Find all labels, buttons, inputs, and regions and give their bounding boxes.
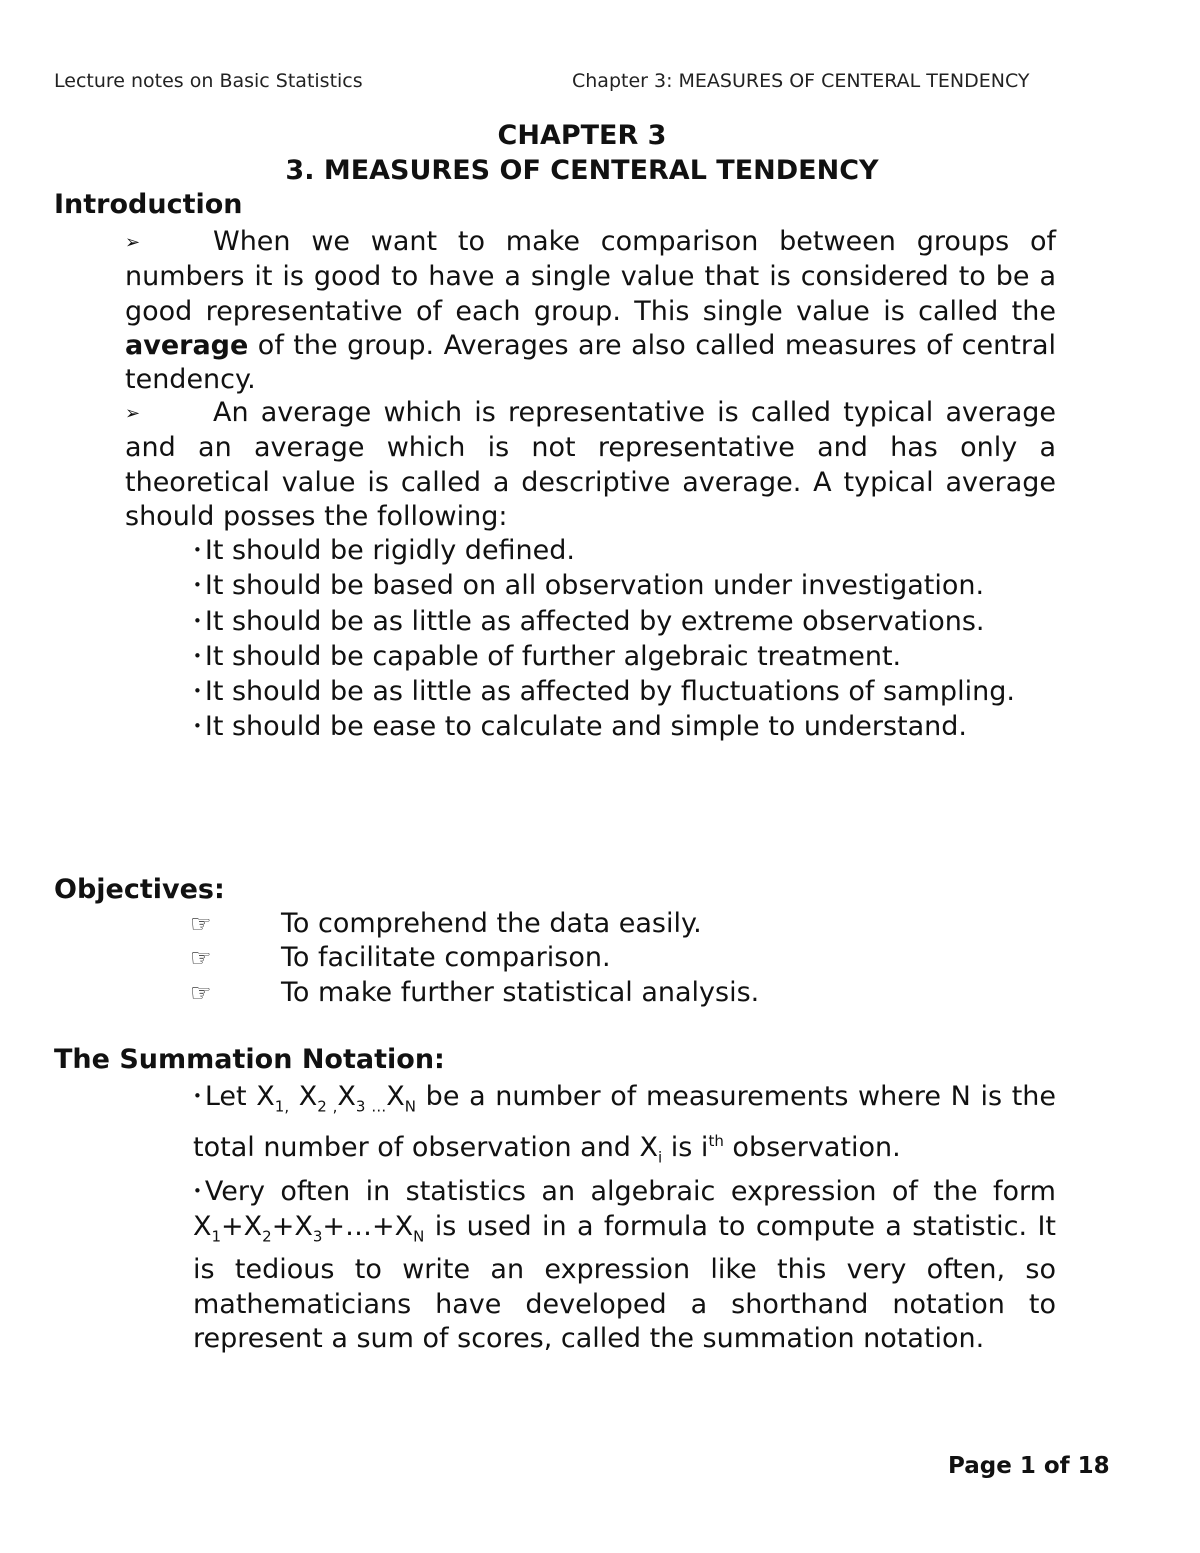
bullet-icon: •	[193, 576, 202, 595]
bullet-icon: •	[193, 646, 202, 665]
bullet-icon: •	[193, 1087, 202, 1105]
bullet-icon: •	[193, 611, 202, 630]
average-term: average	[125, 329, 249, 361]
introduction-heading: Introduction	[54, 189, 243, 220]
objective-item: ☞ To make further statistical analysis.	[190, 977, 760, 1008]
objective-item: ☞ To comprehend the data easily.	[190, 908, 702, 939]
summation-list	[193, 1079, 1056, 1356]
list-item: • Let $X_{1,}$ $X_{2 ,}X_{3 \dots}X_N$ be a number of measurements where N is the total number of observation and $X_i$ is $i^{th}$ observation.	[193, 1081, 1056, 1167]
list-item: • It should be based on all observation under investigation.	[193, 570, 985, 602]
objective-item: ☞ To facilitate comparison.	[190, 942, 611, 973]
objectives-heading: Objectives:	[54, 874, 225, 905]
bullet-icon: •	[193, 717, 202, 736]
running-header-left: Lecture notes on Basic Statistics	[54, 70, 363, 92]
chapter-subtitle: 3. MEASURES OF CENTERAL TENDENCY	[285, 155, 879, 186]
bullet-icon: •	[193, 1182, 202, 1201]
pointing-hand-icon: ☞	[190, 944, 212, 972]
list-item: • It should be capable of further algebraic treatment.	[193, 640, 902, 672]
pointing-hand-icon: ☞	[190, 979, 212, 1007]
list-item: • It should be as little as affected by fluctuations of sampling.	[193, 676, 1015, 708]
running-header-right: Chapter 3: MEASURES OF CENTERAL TENDENCY	[572, 70, 1030, 92]
page-number: Page 1 of 18	[948, 1453, 1110, 1479]
chapter-title: CHAPTER 3	[497, 120, 667, 151]
pointing-hand-icon: ☞	[190, 910, 212, 938]
summation-heading: The Summation Notation:	[54, 1044, 445, 1075]
list-item: • It should be rigidly defined.	[193, 535, 576, 566]
arrow-bullet-icon: ➢	[125, 403, 141, 424]
typical-average-list	[193, 533, 1056, 745]
intro-paragraph-1: ➢ When we want to make comparison between groups of numbers it is good to have a single value that is considered to be a good representative of each group. This single value is called the average of the group. Averages are also called measures of central tendency.	[125, 226, 1056, 396]
list-item: • It should be ease to calculate and simple to understand.	[193, 711, 968, 743]
list-item: • It should be as little as affected by extreme observations.	[193, 605, 985, 637]
intro-paragraph-2: ➢ An average which is representative is called typical average and an average which is not representative and has only a theoretical value is called a descriptive average. A typical average should posses the following:	[125, 397, 1056, 532]
bullet-icon: •	[193, 682, 202, 701]
arrow-bullet-icon: ➢	[125, 232, 141, 253]
bullet-icon: •	[193, 541, 202, 559]
list-item: • Very often in statistics an algebraic expression of the form $X_1+X_2+X_3+\dots+X_N$ is used in a formula to compute a statistic. It is tedious to write an expression like this very often, so mathematicians have developed a shorthand notation to represent a sum of scores, called the summation notation.	[193, 1176, 1056, 1354]
